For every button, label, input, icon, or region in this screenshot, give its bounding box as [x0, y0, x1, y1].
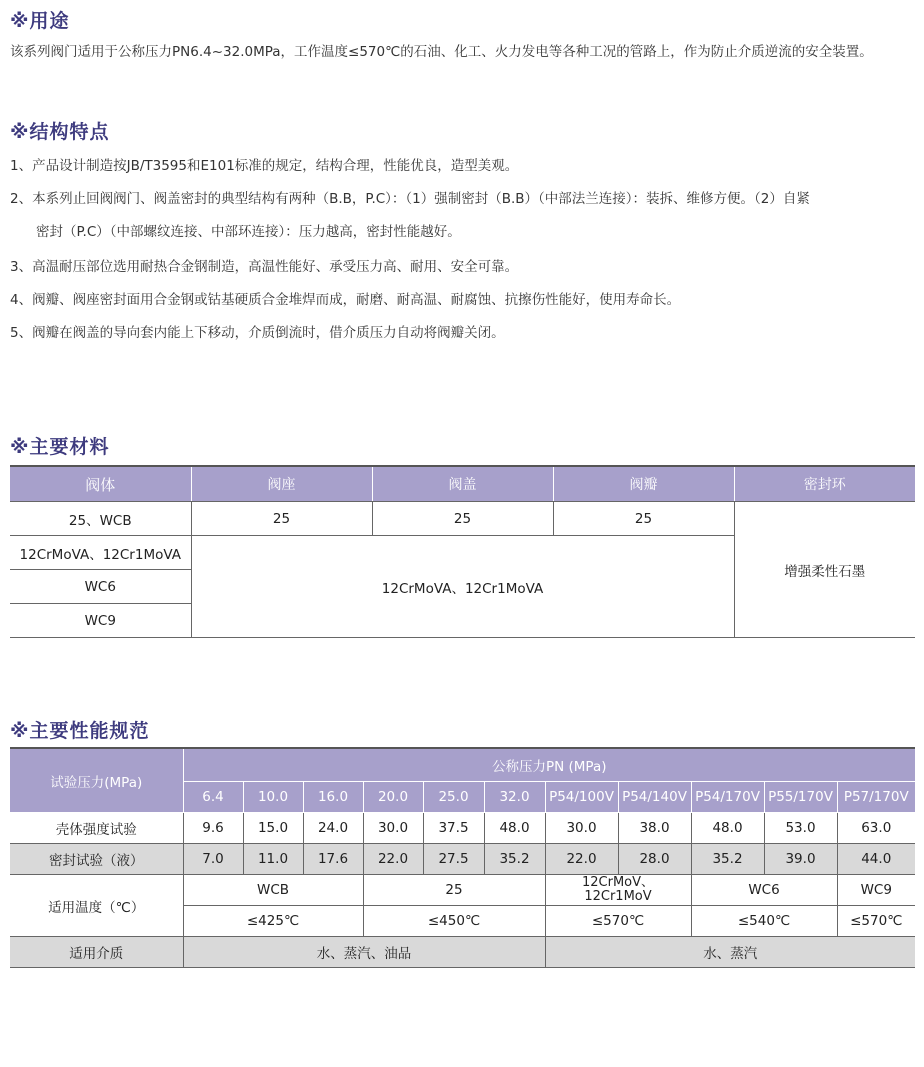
feature-item: 1、产品设计制造按JB/T3595和E101标准的规定，结构合理，性能优良，造型美观。	[10, 158, 519, 174]
table-cell: 39.0	[764, 844, 837, 875]
pressure-cell: 16.0	[303, 782, 363, 813]
table-cell: 22.0	[545, 844, 618, 875]
table-cell: 17.6	[303, 844, 363, 875]
materials-header-row	[10, 466, 915, 502]
table-cell: 30.0	[545, 813, 618, 844]
table-cell: WC6	[691, 875, 837, 906]
table-cell: WC9	[837, 875, 915, 906]
materials-title: ※主要材料	[10, 436, 110, 458]
medium-row	[10, 937, 915, 968]
materials-table	[10, 465, 915, 638]
table-cell: 30.0	[363, 813, 423, 844]
pressure-cell: P54/170V	[691, 782, 764, 813]
table-cell: 37.5	[423, 813, 484, 844]
test-pressure-label: 试验压力(MPa)	[10, 748, 183, 813]
table-cell: ≤540℃	[691, 906, 837, 937]
table-cell: 22.0	[363, 844, 423, 875]
table-cell: 48.0	[691, 813, 764, 844]
seal-ring-cell: 增强柔性石墨	[734, 502, 915, 638]
header-cell: 阀盖	[372, 466, 553, 502]
table-cell: 25	[191, 502, 372, 536]
table-cell: 9.6	[183, 813, 243, 844]
header-cell: 密封环	[734, 466, 915, 502]
table-cell	[545, 875, 691, 906]
material-line: 12Cr1MoV	[584, 889, 652, 904]
table-cell: 44.0	[837, 844, 915, 875]
pressure-cell: P54/100V	[545, 782, 618, 813]
row-label: 密封试验（液）	[10, 844, 183, 875]
feature-item: 3、高温耐压部位选用耐热合金钢制造，高温性能好、承受压力高、耐用、安全可靠。	[10, 259, 519, 275]
pressure-cell: 32.0	[484, 782, 545, 813]
table-cell: 25、WCB	[10, 502, 191, 536]
performance-table	[10, 747, 915, 968]
row-label: 壳体强度试验	[10, 813, 183, 844]
table-cell: WCB	[183, 875, 363, 906]
table-cell: 48.0	[484, 813, 545, 844]
table-cell: 25	[363, 875, 545, 906]
table-cell: 63.0	[837, 813, 915, 844]
table-cell: 35.2	[691, 844, 764, 875]
table-cell: 7.0	[183, 844, 243, 875]
pressure-cell: 20.0	[363, 782, 423, 813]
table-cell: 28.0	[618, 844, 691, 875]
feature-item: 2、本系列止回阀阀门、阀盖密封的典型结构有两种（B.B，P.C）：（1）强制密封（B.B）（中部法兰连接）：装拆、维修方便。（2）自紧	[10, 191, 810, 207]
feature-item: 4、阀瓣、阀座密封面用合金钢或钴基硬质合金堆焊而成，耐磨、耐高温、耐腐蚀、抗擦伤性能好，使用寿命长。	[10, 292, 681, 308]
pressure-cell: 25.0	[423, 782, 484, 813]
table-cell: 24.0	[303, 813, 363, 844]
table-cell: WC6	[10, 570, 191, 604]
table-cell: WC9	[10, 604, 191, 638]
merged-material-cell: 12CrMoVA、12Cr1MoVA	[191, 536, 734, 638]
table-cell: 25	[372, 502, 553, 536]
pressure-cell: P57/170V	[837, 782, 915, 813]
row-label: 适用温度（℃）	[10, 875, 183, 937]
usage-text: 该系列阀门适用于公称压力PN6.4~32.0MPa，工作温度≤570℃的石油、化工、火力发电等各种工况的管路上，作为防止介质逆流的安全装置。	[10, 44, 873, 60]
features-title: ※结构特点	[10, 121, 110, 143]
temp-material-row	[10, 875, 915, 906]
table-cell: 12CrMoVA、12Cr1MoVA	[10, 536, 191, 570]
pressure-cell: 10.0	[243, 782, 303, 813]
table-row	[10, 502, 915, 536]
table-cell: 水、蒸汽、油品	[183, 937, 545, 968]
seal-test-row	[10, 844, 915, 875]
pressure-cell: P54/140V	[618, 782, 691, 813]
header-cell: 阀瓣	[553, 466, 734, 502]
nominal-pressure-label: 公称压力PN (MPa)	[183, 748, 915, 782]
table-cell: 27.5	[423, 844, 484, 875]
table-cell: 25	[553, 502, 734, 536]
header-cell: 阀体	[10, 466, 191, 502]
table-cell: 11.0	[243, 844, 303, 875]
table-cell: 38.0	[618, 813, 691, 844]
table-cell: 15.0	[243, 813, 303, 844]
feature-item: 5、阀瓣在阀盖的导向套内能上下移动，介质倒流时，借介质压力自动将阀瓣关闭。	[10, 325, 505, 341]
feature-item: 密封（P.C）（中部螺纹连接、中部环连接）：压力越高，密封性能越好。	[36, 224, 461, 240]
table-cell: 35.2	[484, 844, 545, 875]
table-cell: ≤570℃	[837, 906, 915, 937]
table-cell: ≤450℃	[363, 906, 545, 937]
table-cell: 53.0	[764, 813, 837, 844]
performance-title: ※主要性能规范	[10, 720, 150, 742]
table-cell: 水、蒸汽	[545, 937, 915, 968]
shell-test-row	[10, 813, 915, 844]
pressure-cell: P55/170V	[764, 782, 837, 813]
table-cell: ≤425℃	[183, 906, 363, 937]
header-cell: 阀座	[191, 466, 372, 502]
pressure-cell: 6.4	[183, 782, 243, 813]
usage-title: ※用途	[10, 10, 70, 32]
material-line: 12CrMoV、	[581, 875, 655, 890]
row-label: 适用介质	[10, 937, 183, 968]
table-cell: ≤570℃	[545, 906, 691, 937]
